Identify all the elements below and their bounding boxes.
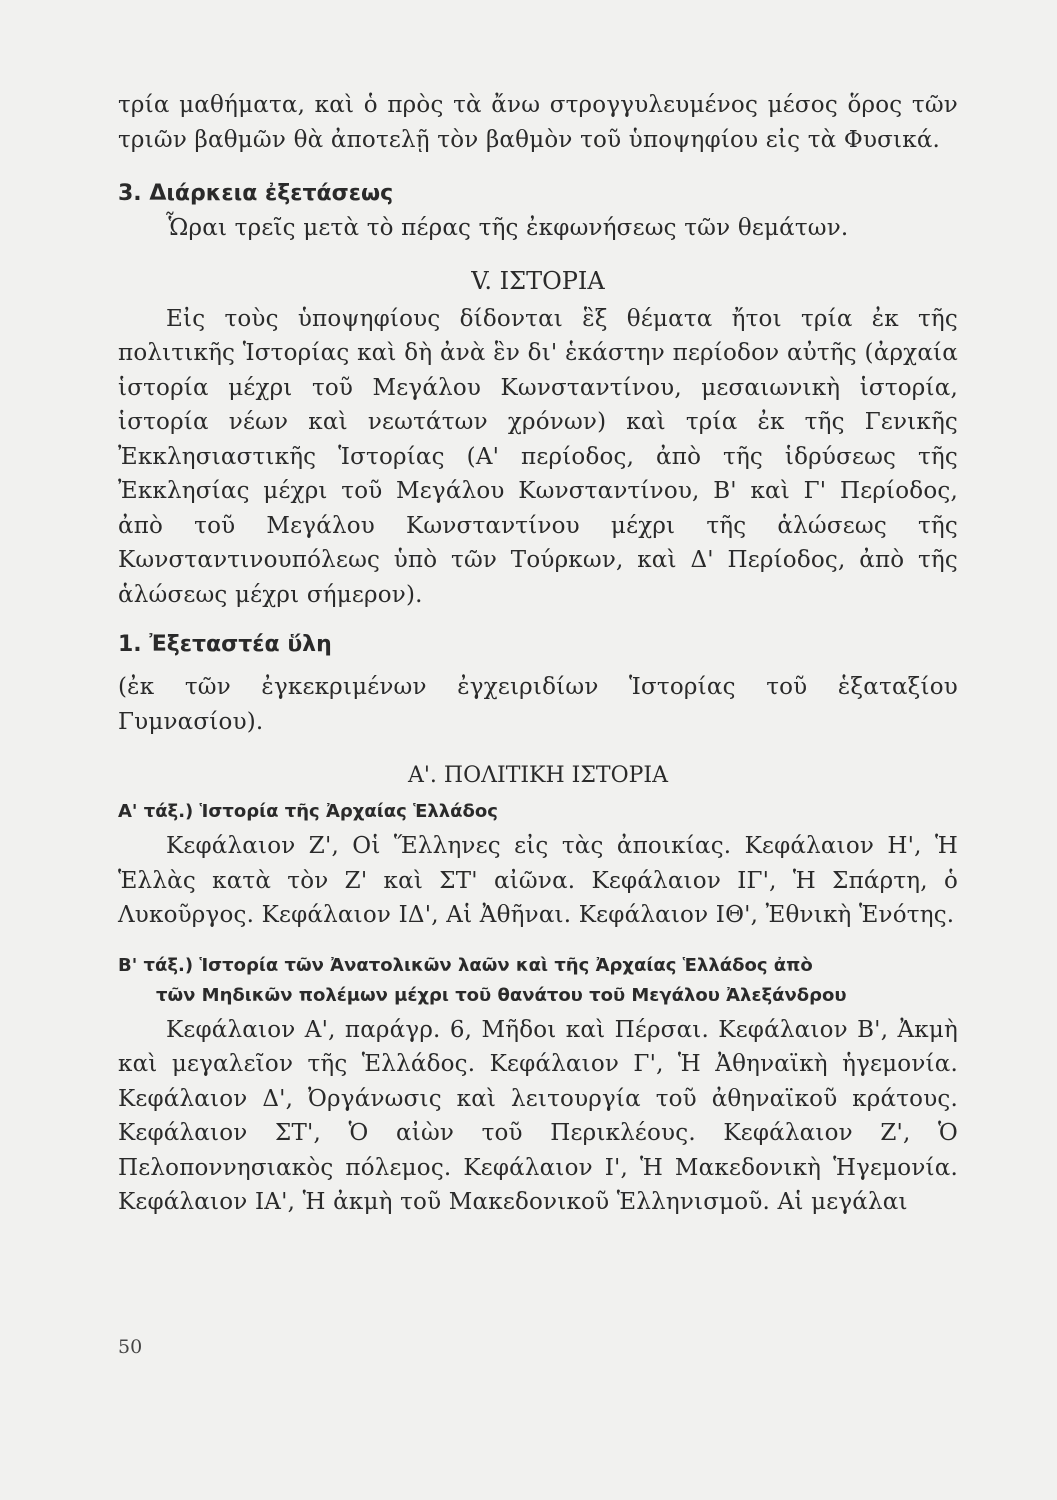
duration-heading: 3. Διάρκεια ἐξετάσεως [118,181,394,206]
class-b-heading-line2: τῶν Μηδικῶν πολέμων μέχρι τοῦ θανάτου τοῦ Μεγάλου Ἀλεξάνδρου [156,984,847,1006]
history-title: V. ΙΣΤΟΡΙΑ [471,266,605,295]
intro-paragraph: τρία μαθήματα, καὶ ὁ πρὸς τὰ ἄνω στρογγυλευμένος μέσος ὅρος τῶν τριῶν βαθμῶν θὰ ἀποτελῇ τὸν βαθμὸν τοῦ ὑποψηφίου εἰς τὰ Φυσικά. [118,92,958,153]
page-content [118,88,958,1220]
class-a-heading: Α' τάξ.) Ἱστορία τῆς Ἀρχαίας Ἑλλάδος [118,801,498,822]
page-number: 50 [118,1336,143,1358]
material-paragraph: (ἐκ τῶν ἐγκεκριμένων ἐγχειριδίων Ἱστορίας τοῦ ἑξαταξίου Γυμνασίου). [118,674,958,735]
duration-paragraph: Ὧραι τρεῖς μετὰ τὸ πέρας τῆς ἐκφωνήσεως τῶν θεμάτων. [166,215,849,241]
class-b-paragraph: Κεφάλαιον Α', παράγρ. 6, Μῆδοι καὶ Πέρσαι. Κεφάλαιον Β', Ἀκμὴ καὶ μεγαλεῖον τῆς Ἑλλάδος. Κεφάλαιον Γ', Ἡ Ἀθηναϊκὴ ἡγεμονία. Κεφάλαιον Δ', Ὀργάνωσις καὶ λειτουργία τοῦ ἀθηναϊκοῦ κράτους. Κεφάλαιον ΣΤ', Ὁ αἰὼν τοῦ Περικλέους. Κεφάλαιον Ζ', Ὁ Πελοποννησιακὸς πόλεμος. Κεφάλαιον Ι', Ἡ Μακεδονικὴ Ἡγεμονία. Κεφάλαιον ΙΑ', Ἡ ἀκμὴ τοῦ Μακεδονικοῦ Ἑλληνισμοῦ. Αἱ μεγάλαι [118,1016,958,1215]
political-history-title: Α'. ΠΟΛΙΤΙΚΗ ΙΣΤΟΡΙΑ [407,763,669,788]
material-heading: 1. Ἐξεταστέα ὕλη [118,632,332,657]
history-paragraph: Εἰς τοὺς ὑποψηφίους δίδονται ἓξ θέματα ἤτοι τρία ἐκ τῆς πολιτικῆς Ἱστορίας καὶ δὴ ἀνὰ ἓν δι' ἑκάστην περίοδον αὐτῆς (ἀρχαία ἱστορία μέχρι τοῦ Μεγάλου Κωνσταντίνου, μεσαιωνικὴ ἱστορία, ἱστορία νέων καὶ νεωτάτων χρόνων) καὶ τρία ἐκ τῆς Γενικῆς Ἐκκλησιαστικῆς Ἱστορίας (Α' περίοδος, ἀπὸ τῆς ἱδρύσεως τῆς Ἐκκλησίας μέχρι τοῦ Μεγάλου Κωνσταντίνου, Β' καὶ Γ' Περίοδος, ἀπὸ τοῦ Μεγάλου Κωνσταντίνου μέχρι τῆς ἁλώσεως τῆς Κωνσταντινουπόλεως ὑπὸ τῶν Τούρκων, καὶ Δ' Περίοδος, ἀπὸ τῆς ἁλώσεως μέχρι σήμερον). [118,305,958,608]
class-b-heading-line1: Β' τάξ.) Ἱστορία τῶν Ἀνατολικῶν λαῶν καὶ τῆς Ἀρχαίας Ἑλλάδος ἀπὸ [118,954,813,976]
class-a-paragraph: Κεφάλαιον Ζ', Οἱ Ἕλληνες εἰς τὰς ἀποικίας. Κεφάλαιον Η', Ἡ Ἑλλὰς κατὰ τὸν Ζ' καὶ ΣΤ' αἰῶνα. Κεφάλαιον ΙΓ', Ἡ Σπάρτη, ὁ Λυκοῦργος. Κεφάλαιον ΙΔ', Αἱ Ἀθῆναι. Κεφάλαιον ΙΘ', Ἐθνικὴ Ἑνότης. [118,833,958,928]
